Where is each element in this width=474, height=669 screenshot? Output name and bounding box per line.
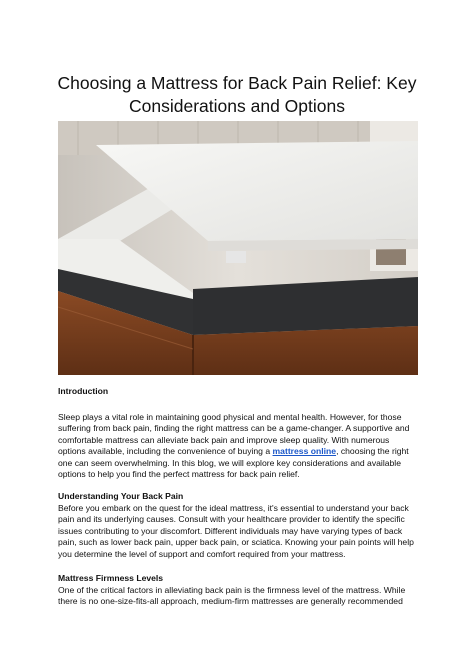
back-pain-paragraph: Before you embark on the quest for the ideal mattress, it's essential to understand your back pain and its underlying causes. Consult with your healthcare provider to identify the specific issues contributing to your discomfort. Different individuals may have varying types of back pain, such as lower back pain, upper back pain, or sciatica. Knowing your pain points will help you determine the level of support and comfort required from your mattress. — [58, 502, 414, 559]
introduction-text-start: Sleep plays a vital role in maintaining good physical and mental health. However, for those suffering from back pain, finding the right mattress can be a game-changer. A supportive and comfortable mattress can alleviate back pain and improve sleep quality. With numerous options available, including the convenience of buying a — [58, 411, 410, 456]
introduction-heading: Introduction — [58, 386, 109, 396]
back-pain-heading: Understanding Your Back Pain — [58, 491, 184, 501]
introduction-section — [58, 386, 418, 481]
introduction-text-end: , choosing the right one can seem overwhelming. In this blog, we will explore key considerations and available options to help you find the perfect mattress for back pain relief. — [58, 446, 409, 479]
mattress-online-link[interactable]: mattress online — [272, 446, 337, 456]
mattress-photo — [58, 121, 418, 375]
firmness-section — [58, 573, 418, 608]
introduction-paragraph — [58, 412, 418, 481]
firmness-paragraph: One of the critical factors in alleviating back pain is the firmness level of the mattress. While there is no one-size-fits-all approach, medium-firm mattresses are generally recommended — [58, 584, 406, 606]
back-pain-section — [58, 491, 418, 560]
firmness-heading: Mattress Firmness Levels — [58, 573, 164, 583]
page-title: Choosing a Mattress for Back Pain Relief: Key Considerations and Options — [57, 73, 417, 116]
